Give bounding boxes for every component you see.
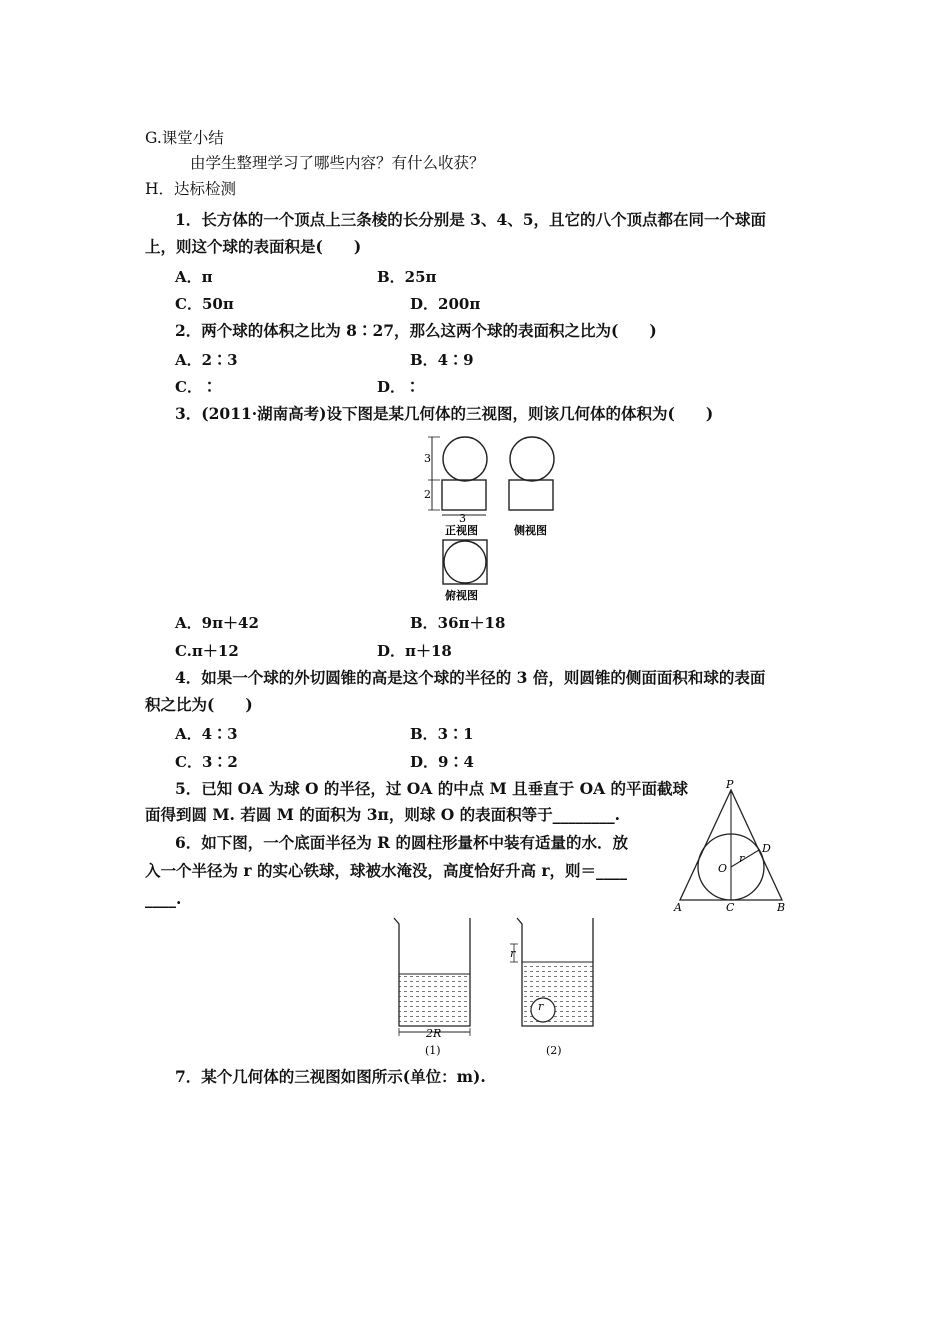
q1-stem-line1: 1．长方体的一个顶点上三条棱的长分别是 3、4、5，且它的八个顶点都在同一个球面	[175, 210, 767, 229]
front-sphere	[443, 437, 487, 481]
dim-box-label: 2	[424, 488, 431, 501]
q6-line3: ____.	[145, 889, 182, 908]
q4-option-a: A．4∶3	[175, 725, 238, 743]
q7-stem: 7．某个几何体的三视图如图所示(单位：m).	[175, 1067, 486, 1086]
q5-line2: 面得到圆 M. 若圆 M 的面积为 3π，则球 O 的表面积等于________.	[145, 805, 621, 824]
cup-2-caption: (2)	[546, 1044, 562, 1057]
q2-option-d: D．∶	[377, 378, 421, 396]
label-O: O	[718, 862, 728, 875]
check-heading: H．达标检测	[145, 180, 237, 198]
three-view-figure	[412, 430, 582, 602]
side-sphere	[510, 437, 554, 481]
label-rise-r: r	[510, 947, 516, 960]
q3-option-b: B．36π＋18	[410, 614, 506, 632]
q1-option-d: D．200π	[410, 295, 481, 313]
q4-stem-line2: 积之比为( )	[145, 695, 253, 714]
q4-stem-line1: 4．如果一个球的外切圆锥的高是这个球的半径的 3 倍，则圆锥的侧面面积和球的表面	[175, 668, 766, 687]
summary-body: 由学生整理学习了哪些内容？有什么收获？	[190, 154, 485, 172]
q1-stem-line2: 上，则这个球的表面积是( )	[145, 237, 362, 256]
q2-option-a: A．2∶3	[175, 351, 238, 369]
side-box	[509, 480, 553, 510]
q3-stem: 3．(2011·湖南高考)设下图是某几何体的三视图，则该几何体的体积为( )	[175, 404, 714, 423]
front-box	[442, 480, 486, 510]
q3-option-c: C.π＋12	[175, 642, 239, 660]
q1-option-c: C．50π	[175, 295, 234, 313]
q3-option-d: D．π＋18	[377, 642, 452, 660]
cup-1	[394, 918, 470, 1057]
q4-option-c: C．3∶2	[175, 753, 238, 771]
q4-option-b: B．3∶1	[410, 725, 474, 743]
label-D: D	[762, 842, 771, 855]
cone-sphere-figure	[670, 778, 800, 914]
q6-line2: 入一个半径为 r 的实心铁球，球被水淹没，高度恰好升高 r，则＝____	[145, 861, 628, 880]
dim-sphere-label: 3	[424, 452, 431, 465]
summary-heading: G.课堂小结	[145, 129, 224, 147]
label-r: r	[739, 852, 745, 865]
top-view-label: 俯视图	[445, 589, 478, 602]
side-view-label: 侧视图	[514, 524, 547, 537]
q2-option-b: B．4∶9	[410, 351, 474, 369]
cup-2	[510, 918, 593, 1057]
top-circle	[444, 541, 486, 583]
q4-option-d: D．9∶4	[410, 753, 474, 771]
front-view-label: 正视图	[445, 524, 478, 537]
label-2R: 2R	[426, 1027, 442, 1040]
label-ball-r: r	[538, 1000, 544, 1013]
measuring-cup-figure	[392, 914, 602, 1060]
label-P: P	[726, 778, 734, 791]
label-A: A	[674, 901, 682, 914]
label-C: C	[726, 901, 735, 914]
label-B: B	[777, 901, 786, 914]
q2-option-c: C．∶	[175, 378, 217, 396]
q5-line1: 5．已知 OA 为球 O 的半径，过 OA 的中点 M 且垂直于 OA 的平面截球	[175, 779, 688, 798]
q6-line1: 6．如下图，一个底面半径为 R 的圆柱形量杯中装有适量的水．放	[175, 833, 628, 852]
q1-option-b: B．25π	[377, 268, 437, 286]
cup-1-caption: (1)	[425, 1044, 441, 1057]
top-box	[443, 540, 487, 584]
dim-width-label: 3	[459, 512, 466, 525]
q3-option-a: A．9π＋42	[175, 614, 259, 632]
q1-option-a: A．π	[175, 268, 213, 286]
q2-stem: 2．两个球的体积之比为 8∶27，那么这两个球的表面积之比为( )	[175, 321, 657, 340]
